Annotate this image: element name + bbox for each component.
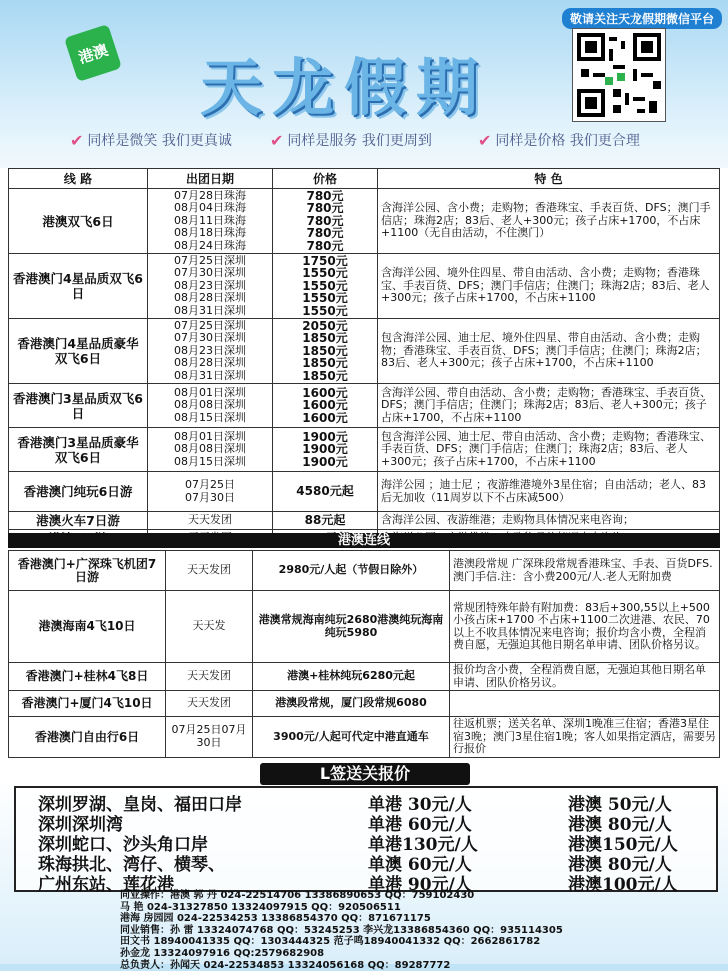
table-row bbox=[9, 428, 720, 472]
date-item: 08月11日珠海 bbox=[174, 213, 246, 227]
visa-price-combo: 港澳100元/人 bbox=[568, 875, 678, 895]
section-title: 港澳连线 bbox=[8, 533, 720, 548]
departure-dates: 天天发团 bbox=[166, 691, 253, 717]
feature-cell: 往返机票；送关名单、深圳1晚准三住宿；香港3星住宿3晚；澳门3星住宿1晚；客人如果指定酒店，需要另行报价 bbox=[450, 717, 720, 758]
feature-cell bbox=[450, 691, 720, 717]
wechat-notice: 敬请关注天龙假期微信平台 bbox=[562, 8, 722, 29]
col-price: 价格 bbox=[273, 169, 378, 189]
price-item: 1600元 bbox=[302, 398, 348, 413]
departure-dates bbox=[148, 189, 273, 254]
price-item: 780元 bbox=[306, 213, 344, 228]
date-item: 08月04日珠海 bbox=[174, 201, 246, 215]
price-item: 1850元 bbox=[302, 343, 348, 358]
price-item: 780元 bbox=[306, 238, 344, 253]
check-icon: ✔ bbox=[478, 130, 492, 150]
feature-cell: 包含海洋公园、迪士尼、带自由活动、含小费；走购物；香港珠宝、手表百货、DFS；澳门手信店；住澳门；珠海2店；83后、老人+300元；孩子占床+1700，不占床+1100 bbox=[378, 428, 720, 472]
price-cell bbox=[273, 189, 378, 254]
price-cell bbox=[273, 254, 378, 319]
departure-dates: 天天发 bbox=[166, 591, 253, 663]
departure-dates bbox=[148, 384, 273, 428]
table-row bbox=[9, 254, 720, 319]
visa-place: 珠海拱北、湾仔、横琴、 bbox=[38, 855, 225, 875]
line-row bbox=[9, 551, 720, 591]
price-item: 1550元 bbox=[302, 291, 348, 306]
price-item: 1750元 bbox=[302, 254, 348, 269]
contact-line: 总负责人：孙闻天 024-22534853 13324056168 QQ：89287772 bbox=[120, 959, 451, 971]
feature-cell: 包含海洋公园、迪士尼、境外住四星、带自由活动、含小费；走购物；香港珠宝、手表百货、DFS；澳门手信店；住澳门；珠海2店；83后、老人+300元；孩子占床+1700，不占床+1100 bbox=[378, 319, 720, 384]
price-item: 1850元 bbox=[302, 331, 348, 346]
feature-cell: 含海洋公园、含小费；走购物；香港珠宝、手表百货、DFS；澳门手信店；珠海2店；83后、老人+300元；孩子占床+1700，不占床+1100（无自由活动，不住澳门） bbox=[378, 189, 720, 254]
slogan-1: ✔ 同样是微笑 我们更真诚 bbox=[70, 130, 232, 150]
date-item: 08月24日珠海 bbox=[174, 238, 246, 252]
price-cell: 2980元/人起（节假日除外） bbox=[253, 551, 450, 591]
visa-price-combo: 港澳 50元/人 bbox=[568, 795, 672, 815]
table-row bbox=[9, 472, 720, 512]
table-row bbox=[9, 319, 720, 384]
price-item: 1900元 bbox=[302, 429, 348, 444]
visa-price-single: 单港 60元/人 bbox=[368, 815, 472, 835]
price-cell bbox=[273, 512, 378, 530]
departure-dates bbox=[148, 512, 273, 530]
route-name: 香港澳门自由行6日 bbox=[9, 717, 166, 758]
check-icon: ✔ bbox=[70, 130, 84, 150]
route-name: 香港澳门4星品质豪华双飞6日 bbox=[9, 319, 148, 384]
date-item: 07月30日深圳 bbox=[174, 266, 246, 280]
line-row bbox=[9, 691, 720, 717]
price-cell bbox=[273, 428, 378, 472]
date-item: 08月08日深圳 bbox=[174, 442, 246, 456]
visa-price-combo: 港澳 80元/人 bbox=[568, 815, 672, 835]
price-item: 1850元 bbox=[302, 368, 348, 383]
date-item: 07月25日深圳 bbox=[174, 254, 246, 268]
price-cell: 港澳+桂林纯玩6280元起 bbox=[253, 663, 450, 691]
feature-cell: 含海洋公园、夜游维港；走购物具体情况来电咨询； bbox=[378, 512, 720, 530]
contacts bbox=[120, 890, 720, 971]
feature-cell: 报价均含小费，全程消费自愿，无强迫其他日期名单申请、团队价格另议。 bbox=[450, 663, 720, 691]
slogan-3: ✔ 同样是价格 我们更合理 bbox=[478, 130, 640, 150]
date-item: 07月30日 bbox=[185, 490, 235, 504]
price-item: 4580元起 bbox=[296, 484, 354, 499]
region-badge: 港澳 bbox=[64, 24, 122, 82]
price-item: 1850元 bbox=[302, 356, 348, 371]
route-name: 香港澳门+厦门4飞10日 bbox=[9, 691, 166, 717]
price-item: 88元起 bbox=[304, 513, 346, 528]
visa-place: 深圳深圳湾 bbox=[38, 815, 123, 835]
feature-cell: 含海洋公园、境外住四星、带自由活动、含小费；走购物；香港珠宝、手表百货、DFS；澳门手信店；住澳门；珠海2店；83后、老人+300元；孩子占床+1700，不占床+1100 bbox=[378, 254, 720, 319]
price-item: 1550元 bbox=[302, 278, 348, 293]
col-dates: 出团日期 bbox=[148, 169, 273, 189]
brand-title: 天龙假期 bbox=[200, 51, 489, 124]
visa-title: L签送关报价 bbox=[260, 763, 470, 785]
date-item: 08月01日深圳 bbox=[174, 429, 246, 443]
route-name: 港澳火车7日游 bbox=[9, 512, 148, 530]
visa-place: 广州东站、莲花港 bbox=[38, 875, 174, 895]
route-name: 港澳双飞6日 bbox=[9, 189, 148, 254]
date-item: 08月18日珠海 bbox=[174, 226, 246, 240]
date-item: 08月23日深圳 bbox=[174, 343, 246, 357]
visa-price-box bbox=[14, 786, 718, 895]
price-item: 1600元 bbox=[302, 385, 348, 400]
table-row bbox=[9, 512, 720, 530]
visa-place: 深圳罗湖、皇岗、福田口岸 bbox=[38, 795, 242, 815]
route-name: 香港澳门纯玩6日游 bbox=[9, 472, 148, 512]
route-name: 香港澳门+桂林4飞8日 bbox=[9, 663, 166, 691]
departure-dates: 07月25日07月30日 bbox=[166, 717, 253, 758]
visa-price-single: 单港 90元/人 bbox=[368, 875, 472, 895]
line-row bbox=[9, 663, 720, 691]
visa-row bbox=[16, 830, 716, 855]
visa-place: 深圳蛇口、沙头角口岸 bbox=[38, 835, 208, 855]
departure-dates bbox=[148, 254, 273, 319]
table-row bbox=[9, 384, 720, 428]
table-header-row bbox=[9, 169, 720, 189]
visa-row bbox=[16, 870, 716, 895]
price-item: 2050元 bbox=[302, 319, 348, 334]
price-cell bbox=[273, 472, 378, 512]
combo-lines-table bbox=[8, 550, 720, 758]
price-item: 1600元 bbox=[302, 410, 348, 425]
visa-price-combo: 港澳150元/人 bbox=[568, 835, 678, 855]
visa-price-single: 单澳 60元/人 bbox=[368, 855, 472, 875]
visa-row bbox=[16, 850, 716, 875]
visa-price-single: 单港130元/人 bbox=[368, 835, 478, 855]
price-item: 1550元 bbox=[302, 266, 348, 281]
departure-dates bbox=[148, 319, 273, 384]
contact-line: 孙金龙 13324097916 QQ:2579682908 bbox=[120, 947, 325, 959]
date-item: 08月31日深圳 bbox=[174, 368, 246, 382]
feature-cell: 港澳段常规 广深珠段常规香港珠宝、手表、百货DFS.澳门手信.注：含小费200元/人.老人无附加费 bbox=[450, 551, 720, 591]
line-row bbox=[9, 717, 720, 758]
date-item: 08月28日深圳 bbox=[174, 356, 246, 370]
price-cell bbox=[273, 319, 378, 384]
contact-line: 马 艳 024-31327850 13324097915 QQ：920506511 bbox=[120, 901, 401, 913]
date-item: 08月15日深圳 bbox=[174, 410, 246, 424]
departure-dates bbox=[148, 472, 273, 512]
route-name: 港澳海南4飞10日 bbox=[9, 591, 166, 663]
contact-line: 田文书 18940041335 QQ：1303444325 范子鸣18940041332 QQ：2662861782 bbox=[120, 936, 541, 948]
visa-row bbox=[16, 790, 716, 815]
price-item: 1900元 bbox=[302, 442, 348, 457]
date-item: 07月30日深圳 bbox=[174, 331, 246, 345]
qr-code-icon bbox=[573, 29, 665, 121]
departure-dates: 天天发团 bbox=[166, 663, 253, 691]
route-name: 香港澳门4星品质双飞6日 bbox=[9, 254, 148, 319]
visa-price-single: 单港 30元/人 bbox=[368, 795, 472, 815]
price-item: 1900元 bbox=[302, 454, 348, 469]
departure-dates bbox=[148, 428, 273, 472]
line-row bbox=[9, 591, 720, 663]
price-cell: 港澳段常规，厦门段常规6080 bbox=[253, 691, 450, 717]
contact-line: 港海 房园园 024-22534253 13386854370 QQ：871671175 bbox=[120, 913, 431, 925]
date-item: 08月31日深圳 bbox=[174, 303, 246, 317]
feature-cell: 常规团特殊年龄有附加费：83后+300,55以上+500小孩占床+1700 不占床+1100二次进港、农民、70以上不收具体情况来电咨询；报价均含小费，全程消费自愿，无强迫其他日期名单申请、团队价格另议。 bbox=[450, 591, 720, 663]
date-item: 08月01日深圳 bbox=[174, 385, 246, 399]
date-item: 08月23日深圳 bbox=[174, 278, 246, 292]
slogan-2: ✔ 同样是服务 我们更周到 bbox=[270, 130, 432, 150]
contact-line: 同业销售：孙 雷 13324074768 QQ：53245253 李兴龙13386854360 QQ：935114305 bbox=[120, 924, 563, 936]
tour-price-table bbox=[8, 168, 720, 548]
date-item: 07月28日珠海 bbox=[174, 189, 246, 202]
route-name: 香港澳门3星品质豪华双飞6日 bbox=[9, 428, 148, 472]
check-icon: ✔ bbox=[270, 130, 284, 150]
wechat-qr-code[interactable] bbox=[572, 28, 666, 122]
date-item: 07月25日深圳 bbox=[174, 319, 246, 333]
price-item: 780元 bbox=[306, 189, 344, 203]
table-row bbox=[9, 189, 720, 254]
date-item: 08月15日深圳 bbox=[174, 454, 246, 468]
visa-row bbox=[16, 810, 716, 835]
date-item: 天天发团 bbox=[188, 513, 232, 527]
date-item: 07月25日 bbox=[185, 478, 235, 492]
price-cell: 港澳常规海南纯玩2680港澳纯玩海南纯玩5980 bbox=[253, 591, 450, 663]
date-item: 08月08日深圳 bbox=[174, 398, 246, 412]
price-item: 1550元 bbox=[302, 303, 348, 318]
feature-cell: 海洋公园 ；迪士尼 ；夜游维港境外3星住宿；自由活动；老人、83后无加收（11周岁以下不占床减500） bbox=[378, 472, 720, 512]
departure-dates: 天天发团 bbox=[166, 551, 253, 591]
route-name: 香港澳门+广深珠飞机团7日游 bbox=[9, 551, 166, 591]
contact-line: 同业操作：港澳 郭 丹 024-22514706 13386890653 QQ：759102430 bbox=[120, 890, 475, 901]
col-feature: 特 色 bbox=[378, 169, 720, 189]
price-item: 780元 bbox=[306, 226, 344, 241]
price-item: 780元 bbox=[306, 201, 344, 216]
date-item: 08月28日深圳 bbox=[174, 291, 246, 305]
visa-price-combo: 港澳 80元/人 bbox=[568, 855, 672, 875]
route-name: 香港澳门3星品质双飞6日 bbox=[9, 384, 148, 428]
price-cell: 3900元/人起可代定中港直通车 bbox=[253, 717, 450, 758]
feature-cell: 含海洋公园、带自由活动、含小费；走购物；香港珠宝、手表百货、DFS；澳门手信店；住澳门；珠海2店；83后、老人+300元；孩子占床+1700，不占床+1100 bbox=[378, 384, 720, 428]
price-cell bbox=[273, 384, 378, 428]
col-route: 线 路 bbox=[9, 169, 148, 189]
